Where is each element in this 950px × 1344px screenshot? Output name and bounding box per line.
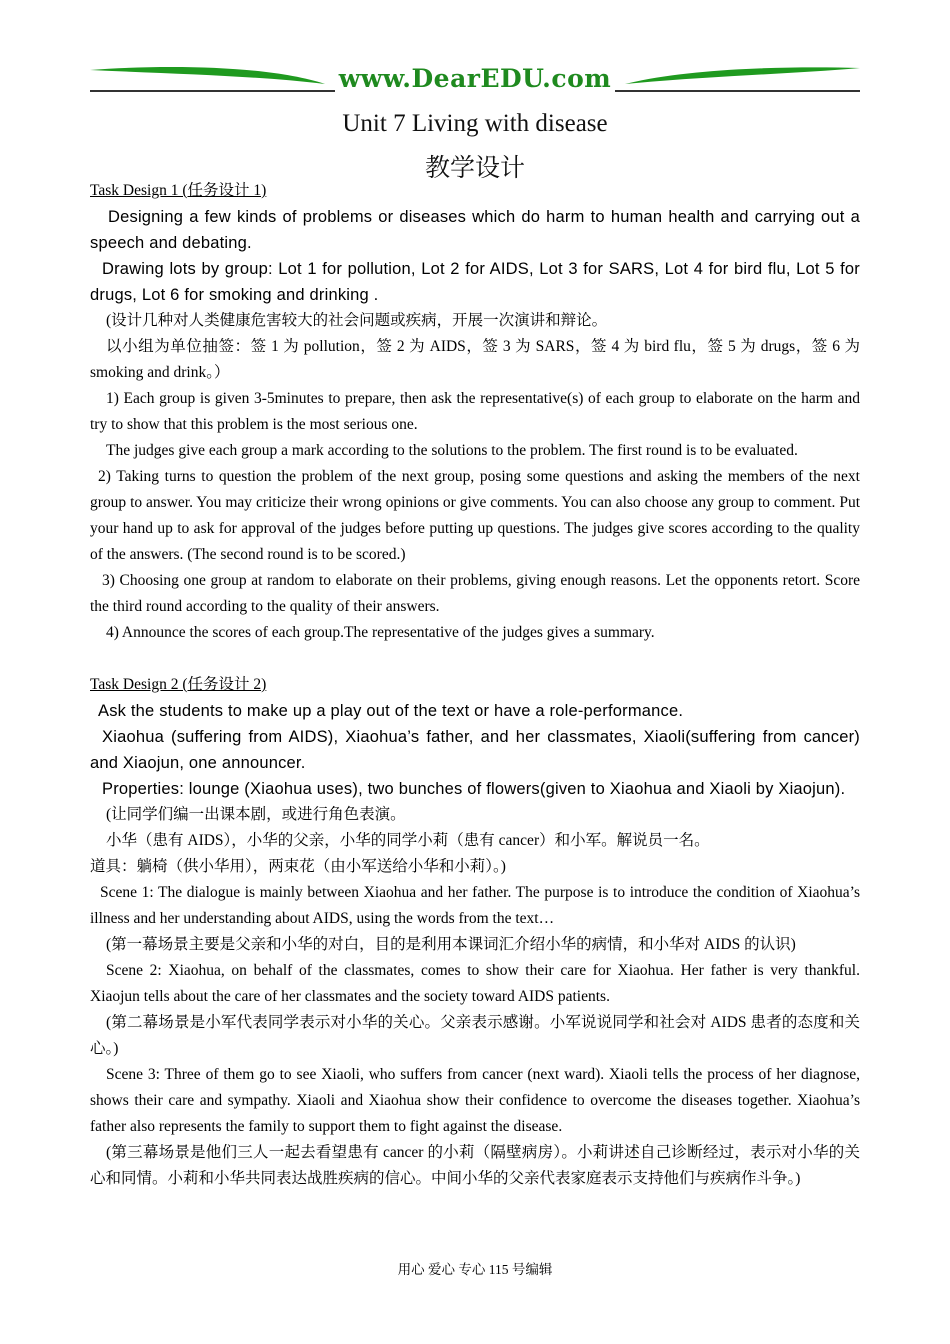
paragraph: 3) Choosing one group at random to elaborate on their problems, giving enough reasons. Let the opponents retort. Score the third round according to the quality of their answers. [90, 572, 860, 615]
paragraph: 4) Announce the scores of each group.The representative of the judges gives a summary. [106, 624, 655, 641]
paragraph: Xiaohua (suffering from AIDS), Xiaohua’s father, and her classmates, Xiaoli(suffering from cancer) and Xiaojun, one announcer. [90, 728, 860, 772]
document-body [90, 178, 860, 1192]
paragraph: Properties: lounge (Xiaohua uses), two bunches of flowers(given to Xiaohua and Xiaoli by Xiaojun). [102, 780, 846, 798]
paragraph: (第三幕场景是他们三人一起去看望患有 cancer 的小莉（隔壁病房）。小莉讲述自己诊断经过，表示对小华的关心和同情。小莉和小华共同表达战胜疾病的信心。中间小华的父亲代表家庭表示支持他们与疾病作斗争。) [90, 1144, 860, 1187]
paragraph: The judges give each group a mark according to the solutions to the problem. The first round is to be evaluated. [106, 442, 798, 459]
paragraph: 以小组为单位抽签：签 1 为 pollution，签 2 为 AIDS，签 3 为 SARS，签 4 为 bird flu，签 5 为 drugs，签 6 为 smoking and drink。） [90, 338, 860, 381]
paragraph: (第一幕场景主要是父亲和小华的对白，目的是利用本课词汇介绍小华的病情，和小华对 AIDS 的认识) [106, 936, 796, 953]
document-title: Unit 7 Living with disease [342, 110, 608, 137]
page-footer: 用心 爱心 专心 115 号编辑 [397, 1262, 553, 1277]
section-heading: Task Design 2 (任务设计 2) [90, 676, 267, 693]
paragraph: Ask the students to make up a play out of the text or have a role-performance. [98, 702, 684, 720]
section-heading: Task Design 1 (任务设计 1) [90, 182, 267, 199]
paragraph: 2) Taking turns to question the problem of the next group, posing some questions and asking the members of the next group to answer. You may criticize their wrong opinions or give comments. You can also choose any group to comment. Put your hand up to ask for approval of the judges before putting up questions. The judges give scores according to the quality of the answers. (The second round is to be scored.) [90, 468, 860, 563]
paragraph: (第二幕场景是小军代表同学表示对小华的关心。父亲表示感谢。小军说说同学和社会对 AIDS 患者的态度和关心。) [90, 1014, 860, 1057]
paragraph: Drawing lots by group: Lot 1 for pollution, Lot 2 for AIDS, Lot 3 for SARS, Lot 4 for bird flu, Lot 5 for drugs, Lot 6 for smoking and drinking . [90, 260, 860, 304]
paragraph: Designing a few kinds of problems or diseases which do harm to human health and carrying out a speech and debating. [90, 208, 860, 252]
paragraph: (让同学们编一出课本剧，或进行角色表演。 [106, 806, 406, 823]
site-logo: www.DearEDU.com [0, 64, 950, 93]
paragraph: 1) Each group is given 3-5minutes to prepare, then ask the representative(s) of each group to elaborate on the harm and try to show that this problem is the most serious one. [90, 390, 860, 433]
paragraph: 道具：躺椅（供小华用），两束花（由小军送给小华和小莉）。) [90, 858, 506, 875]
paragraph: Scene 3: Three of them go to see Xiaoli, who suffers from cancer (next ward). Xiaoli tells the process of her diagnose, shows their care and sympathy. Xiaoli and Xiaohua show their confidence to overcome the diseases together. Xiaohua’s father also represents the family to support them to fight against the disease. [90, 1066, 860, 1135]
paragraph: Scene 1: The dialogue is mainly between Xiaohua and her father. The purpose is to introduce the condition of Xiaohua’s illness and her understanding about AIDS, using the words from the text… [90, 884, 860, 927]
blank-line [90, 646, 860, 672]
paragraph: Scene 2: Xiaohua, on behalf of the classmates, comes to show their care for Xiaohua. Her father is very thankful. Xiaojun tells about the care of her classmates and the society toward AIDS patients. [90, 962, 860, 1005]
paragraph: (设计几种对人类健康危害较大的社会问题或疾病，开展一次演讲和辩论。 [106, 312, 608, 329]
paragraph: 小华（患有 AIDS），小华的父亲，小华的同学小莉（患有 cancer）和小军。解说员一名。 [106, 832, 710, 849]
document-subtitle: 教学设计 [424, 155, 525, 182]
